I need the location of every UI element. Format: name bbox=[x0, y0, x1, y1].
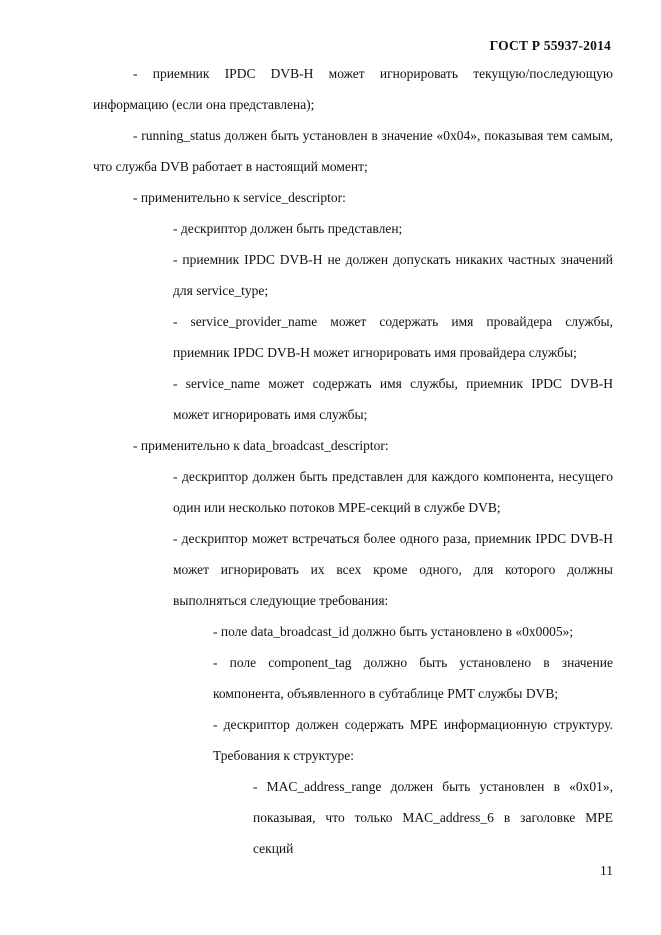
paragraph-running-status: - running_status должен быть установлен в значение «0x04», показывая тем самым, что служба DVB работает в настоящий момент; bbox=[93, 128, 613, 174]
paragraph-service-provider-name: - service_provider_name может содержать имя провайдера службы, приемник IPDC DVB-H может игнорировать имя провайдера службы; bbox=[173, 314, 613, 360]
paragraph-service-name: - service_name может содержать имя службы, приемник IPDC DVB-H может игнорировать имя службы; bbox=[173, 376, 613, 422]
paragraph-service-type: - приемник IPDC DVB-H не должен допускать никаких частных значений для service_type; bbox=[173, 252, 613, 298]
paragraph-data-broadcast-id: - поле data_broadcast_id должно быть установлено в «0x0005»; bbox=[213, 624, 574, 639]
paragraph-mac-address-range: - MAC_address_range должен быть установлен в «0x01», показывая, что только MAC_address_6 в заголовке МРЕ секций bbox=[253, 779, 613, 856]
paragraph-component-tag: - поле component_tag должно быть установлено в значение компонента, объявленного в субтаблице PMT службы DVB; bbox=[213, 655, 613, 701]
paragraph-mpe-structure: - дескриптор должен содержать МРЕ информационную структуру. Требования к структуре: bbox=[213, 717, 613, 763]
paragraph-descriptor-per-component: - дескриптор должен быть представлен для каждого компонента, несущего один или несколько потоков МРЕ-секций в службе DVB; bbox=[173, 469, 613, 515]
paragraph-descriptor-present: - дескриптор должен быть представлен; bbox=[173, 221, 403, 236]
paragraph-receiver-ignore-info: - приемник IPDC DVB-H может игнорировать текущую/последующую информацию (если она представлена); bbox=[93, 66, 613, 112]
paragraph-data-broadcast-heading: - применительно к data_broadcast_descriptor: bbox=[133, 438, 389, 453]
paragraph-service-descriptor-heading: - применительно к service_descriptor: bbox=[133, 190, 346, 205]
standard-header: ГОСТ Р 55937-2014 bbox=[489, 38, 611, 53]
document-body bbox=[93, 58, 613, 864]
paragraph-descriptor-multiple: - дескриптор может встречаться более одного раза, приемник IPDC DVB-H может игнорировать их всех кроме одного, для которого должны выполняться следующие требования: bbox=[173, 531, 613, 608]
page-number: 11 bbox=[600, 863, 613, 878]
